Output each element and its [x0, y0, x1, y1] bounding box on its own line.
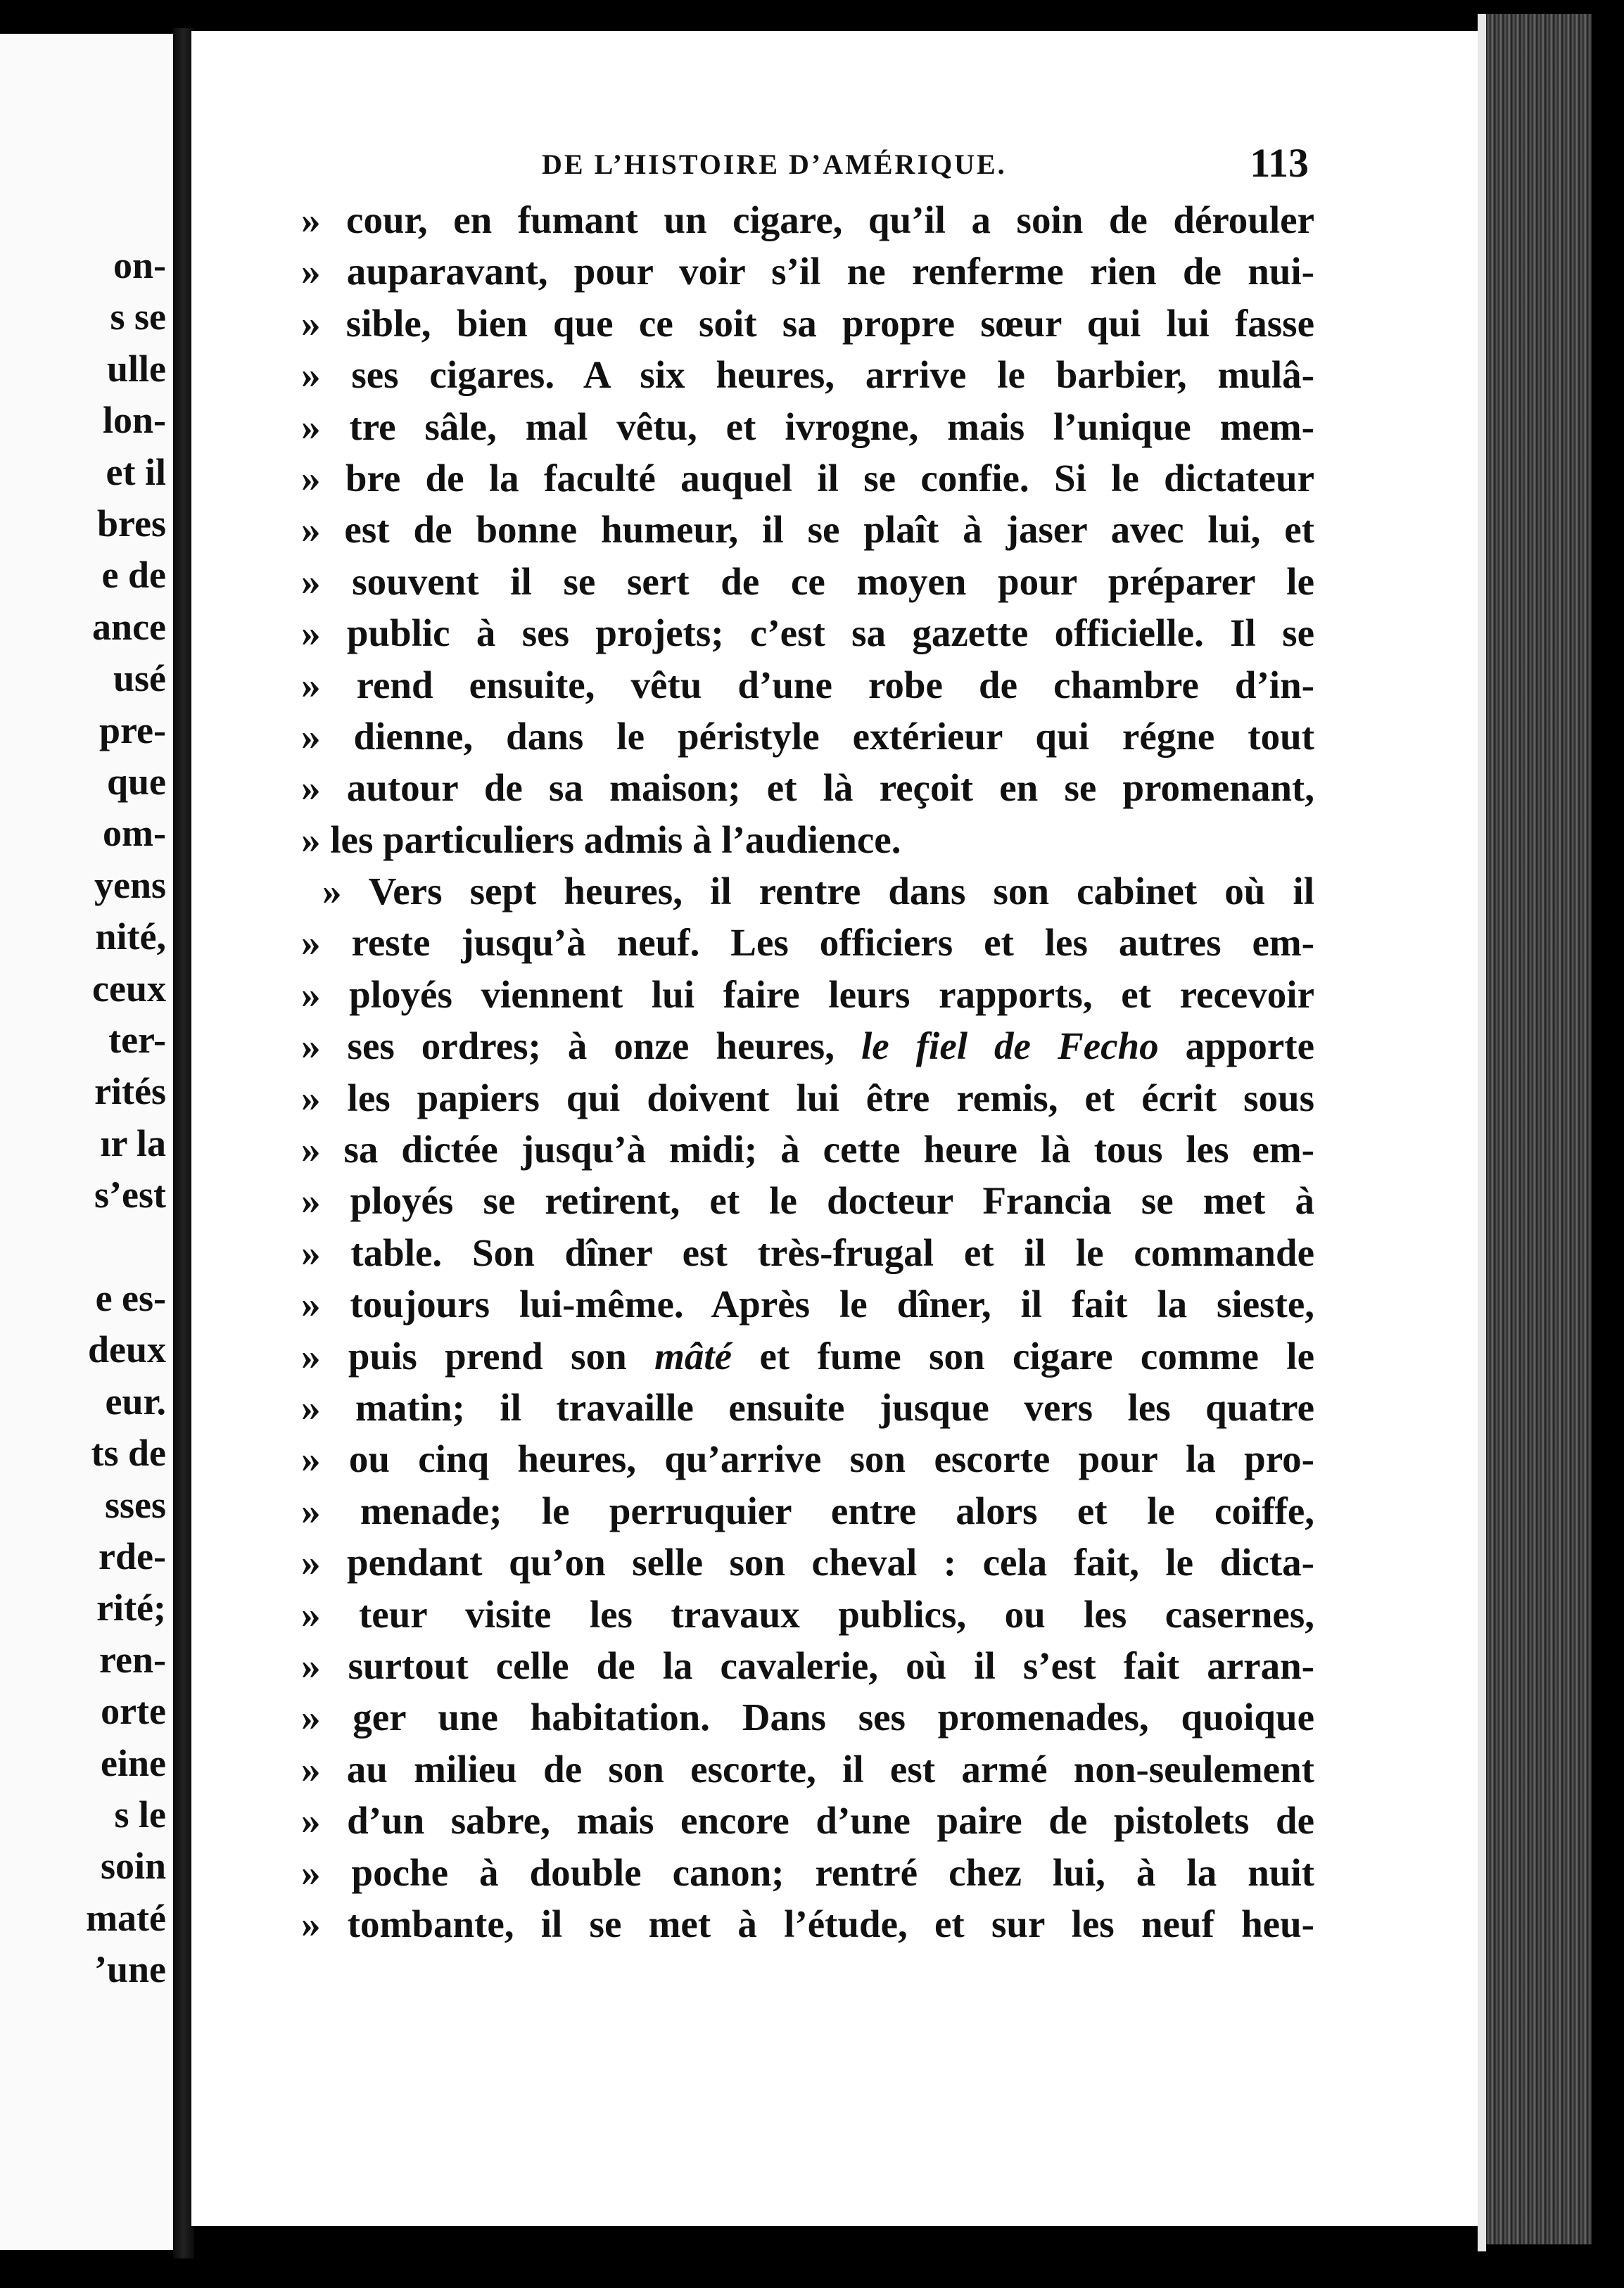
- left-page-fragment: ts de: [91, 1432, 166, 1475]
- left-page-fragment: nité,: [95, 915, 166, 958]
- left-page-fragment: usé: [113, 657, 166, 700]
- left-page-fragment: lon-: [102, 399, 166, 442]
- text-line-content: » table. Son dîner est très-frugal et il le commande: [301, 1231, 1314, 1274]
- text-line: [301, 556, 1314, 607]
- text-line: [301, 1795, 1314, 1846]
- text-line-content: » Vers sept heures, il rentre dans son cabinet où il: [322, 870, 1314, 913]
- text-line-content: » ployés viennent lui faire leurs rapports, et recevoir: [301, 972, 1314, 1016]
- text-line-content: » les particuliers admis à l’audience.: [301, 818, 901, 861]
- text-line: [301, 711, 1314, 762]
- left-page-fragment: ance: [92, 605, 166, 648]
- text-line: [301, 1589, 1314, 1640]
- text-line-content: » ployés se retirent, et le docteur Francia se met à: [301, 1179, 1314, 1223]
- text-line-content: » toujours lui-même. Après le dîner, il fait la sieste,: [301, 1283, 1314, 1326]
- left-page-fragment: om-: [103, 812, 166, 855]
- book-page-edges: [1486, 14, 1592, 2244]
- left-page-fragment: yens: [94, 863, 166, 906]
- text-line-content: » ger une habitation. Dans ses promenades, quoique: [301, 1696, 1314, 1739]
- text-line-content: » sa dictée jusqu’à midi; à cette heure là tous les em-: [301, 1128, 1314, 1171]
- text-line: [301, 1278, 1314, 1330]
- text-line: [301, 349, 1314, 400]
- text-line-content: » reste jusqu’à neuf. Les officiers et les autres em-: [301, 921, 1314, 965]
- text-line-content: » menade; le perruquier entre alors et le coiffe,: [301, 1489, 1314, 1532]
- text-line: [301, 1691, 1314, 1743]
- left-page-fragment: on-: [113, 244, 166, 286]
- left-page-fragment: ır la: [100, 1121, 166, 1164]
- text-line-content: » sible, bien que ce soit sa propre sœur qui lui fasse: [301, 301, 1314, 345]
- text-line: [301, 1175, 1314, 1226]
- text-line: [301, 762, 1314, 813]
- left-page-fragment: que: [106, 761, 166, 803]
- text-line-content: » au milieu de son escorte, il est armé non-seulement: [301, 1747, 1314, 1791]
- text-line: [301, 1072, 1314, 1124]
- left-page-fragment: rité;: [96, 1587, 166, 1629]
- text-line: [301, 1433, 1314, 1485]
- text-line-content: » puis prend son: [301, 1334, 655, 1378]
- text-line-content: » public à ses projets; c’est sa gazette officielle. Il se: [301, 611, 1314, 655]
- left-page-fragment: ren-: [99, 1638, 166, 1681]
- left-page-fragment: pre-: [99, 708, 166, 751]
- text-line-content: » poche à double canon; rentré chez lui, à la nuit: [301, 1850, 1314, 1894]
- text-line-content: » cour, en fumant un cigare, qu’il a soin de dérouler: [301, 198, 1314, 241]
- left-page-fragment: maté: [86, 1896, 166, 1939]
- text-line: [301, 1485, 1314, 1537]
- text-line-content: » souvent il se sert de ce moyen pour préparer le: [301, 559, 1314, 603]
- left-page-fragment: rde-: [99, 1535, 166, 1577]
- text-line: [301, 1537, 1314, 1588]
- left-page-fragment: ter-: [108, 1019, 166, 1061]
- left-page-fragment: ulle: [106, 347, 166, 390]
- text-line: [301, 865, 1314, 917]
- text-line-content: » bre de la faculté auquel il se confie. Si le dictateur: [301, 456, 1314, 500]
- left-page-fragment: eine: [101, 1741, 166, 1784]
- left-page-fragment: rités: [94, 1070, 166, 1113]
- page-header: [352, 124, 1309, 186]
- left-facing-page: [0, 34, 173, 2250]
- left-page-fragment: s se: [110, 295, 166, 338]
- text-line-content: » ou cinq heures, qu’arrive son escorte pour la pro-: [301, 1437, 1314, 1481]
- text-line: [301, 452, 1314, 504]
- left-page-fragment: ’une: [94, 1948, 166, 1991]
- text-line: [301, 1898, 1314, 1950]
- text-line-content: » auparavant, pour voir s’il ne renferme rien de nui-: [301, 250, 1314, 293]
- text-line: [301, 969, 1314, 1020]
- left-page-fragment: e de: [101, 554, 166, 597]
- text-line-content: » les papiers qui doivent lui être remis, et écrit sous: [301, 1076, 1314, 1119]
- text-line: [301, 814, 1314, 865]
- left-page-fragment: orte: [101, 1690, 166, 1733]
- text-line-content: » dienne, dans le péristyle extérieur qui régne tout: [301, 714, 1314, 758]
- text-line: [301, 607, 1314, 659]
- italic-text: mâté: [654, 1334, 732, 1378]
- text-line-content: et fume son cigare comme le: [732, 1334, 1314, 1378]
- text-line: [301, 246, 1314, 297]
- text-line: [301, 1640, 1314, 1691]
- left-page-fragment: bres: [96, 502, 166, 545]
- text-line: [301, 659, 1314, 711]
- text-line: [301, 1020, 1314, 1072]
- left-page-fragment: ceux: [92, 967, 166, 1010]
- left-page-fragment: et il: [106, 450, 166, 493]
- page-number: 113: [1250, 140, 1309, 186]
- text-line: [301, 1227, 1314, 1278]
- text-line: [301, 1330, 1314, 1382]
- text-line: [301, 917, 1314, 968]
- text-line-content: » matin; il travaille ensuite jusque vers les quatre: [301, 1385, 1314, 1429]
- text-line: [301, 401, 1314, 452]
- left-page-fragment: eur.: [105, 1380, 166, 1423]
- text-line: [301, 1847, 1314, 1898]
- text-line-content: » tre sâle, mal vêtu, et ivrogne, mais l’unique mem-: [301, 405, 1314, 448]
- italic-text: le fiel de Fecho: [861, 1024, 1159, 1068]
- left-page-fragment: e es-: [95, 1277, 166, 1319]
- left-page-fragment: s’est: [94, 1174, 166, 1216]
- text-line-content: » pendant qu’on selle son cheval : cela fait, le dicta-: [301, 1541, 1314, 1584]
- text-line-content: » rend ensuite, vêtu d’une robe de chambre d’in-: [301, 663, 1314, 706]
- text-line-content: » ses ordres; à onze heures,: [301, 1024, 861, 1068]
- text-line-content: » teur visite les travaux publics, ou les casernes,: [301, 1592, 1314, 1636]
- text-line-content: » ses cigares. A six heures, arrive le barbier, mulâ-: [301, 353, 1314, 397]
- left-page-fragment: s le: [114, 1793, 166, 1836]
- body-text: [301, 194, 1314, 1950]
- text-line: [301, 1124, 1314, 1175]
- text-line: [301, 194, 1314, 246]
- text-line-content: » d’un sabre, mais encore d’une paire de pistolets de: [301, 1799, 1314, 1843]
- text-line-content: » surtout celle de la cavalerie, où il s’est fait arran-: [301, 1644, 1314, 1687]
- left-page-fragment: deux: [87, 1328, 166, 1371]
- text-line-content: » tombante, il se met à l’étude, et sur les neuf heu-: [301, 1902, 1314, 1945]
- running-head: DE L’HISTOIRE D’AMÉRIQUE.: [542, 148, 1007, 180]
- text-line: [301, 1382, 1314, 1433]
- left-page-fragment: sses: [104, 1483, 166, 1526]
- page-edge: [1478, 14, 1486, 2251]
- text-line-content: » est de bonne humeur, il se plaît à jaser avec lui, et: [301, 508, 1314, 552]
- left-page-fragment: soin: [100, 1845, 166, 1888]
- text-line: [301, 1743, 1314, 1795]
- text-line: [301, 504, 1314, 555]
- text-line: [301, 298, 1314, 349]
- text-line-content: apporte: [1158, 1024, 1314, 1068]
- text-line-content: » autour de sa maison; et là reçoit en se promenant,: [301, 766, 1314, 810]
